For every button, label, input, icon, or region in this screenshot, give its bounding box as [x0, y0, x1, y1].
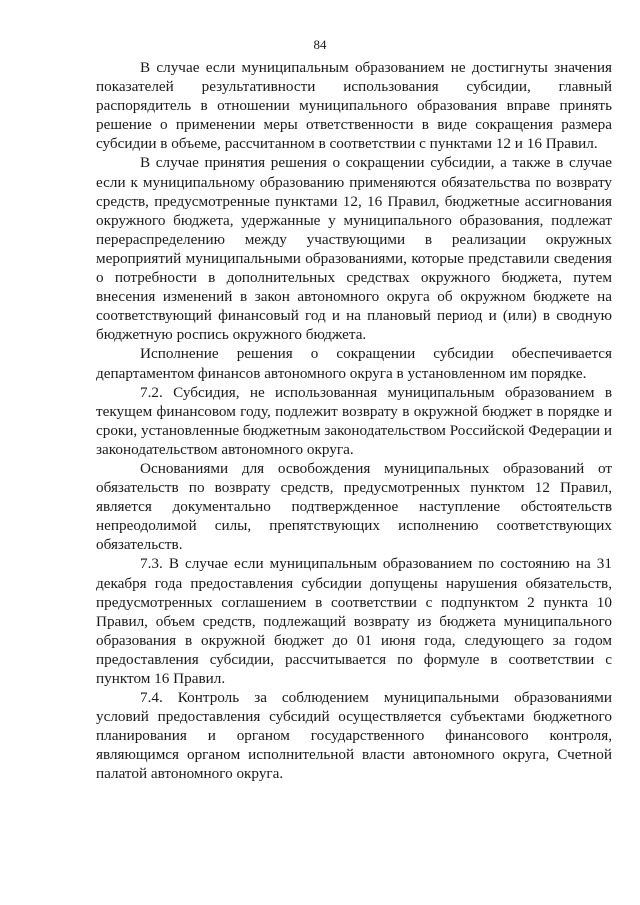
paragraph-execution: Исполнение решения о сокращении субсидии обеспечивается департаментом финансов автономного округа в установленном им порядке.	[96, 345, 612, 382]
paragraph-force-majeure: Основаниями для освобождения муниципальных образований от обязательств по возврату средств, предусмотренных пунктом 12 Правил, является документально подтвержденное наступление обстоятельств непреодолимой силы, препятствующих исполнению соответствующих обязательств.	[96, 459, 612, 554]
document-body	[96, 58, 612, 784]
paragraph-reallocation: В случае принятия решения о сокращении субсидии, а также в случае если к муниципальному образованию применяются обязательства по возврату средств, предусмотренные пунктами 12, 16 Правил, бюджетные ассигнования окружного бюджета, удержанные у муниципального образования, подлежат перераспределению между участвующими в реализации окружных мероприятий муниципальными образованиями, которые представили сведения о потребности в дополнительных средствах окружного бюджета, путем внесения изменений в закон автономного округа об окружном бюджете на соответствующий финансовый год и на плановый период и (или) в сводную бюджетную роспись окружного бюджета.	[96, 154, 612, 344]
paragraph-reduction-measure: В случае если муниципальным образованием не достигнуты значения показателей результативности использования субсидии, главный распорядитель в отношении муниципального образования вправе принять решение о применении меры ответственности в виде сокращения размера субсидии в объеме, рассчитанном в соответствии с пунктами 12 и 16 Правил.	[96, 59, 612, 153]
page-number: 84	[313, 37, 327, 52]
paragraph-7-3: 7.3. В случае если муниципальным образованием по состоянию на 31 декабря года предоставления субсидии допущены нарушения обязательств, предусмотренных соглашением в соответствии с подпунктом 2 пункта 10 Правил, объем средств, подлежащий возврату из бюджета муниципального образования в окружной бюджет до 01 июня года, следующего за годом предоставления субсидии, рассчитывается по формуле в соответствии с пунктом 16 Правил.	[96, 555, 612, 687]
paragraph-7-4: 7.4. Контроль за соблюдением муниципальными образованиями условий предоставления субсидий осуществляется субъектами бюджетного планирования и органом государственного финансового контроля, являющимся органом исполнительной власти автономного округа, Счетной палатой автономного округа.	[96, 689, 612, 783]
paragraph-7-2: 7.2. Субсидия, не использованная муниципальным образованием в текущем финансовом году, подлежит возврату в окружной бюджет в порядке и сроки, установленные бюджетным законодательством Российской Федерации и законодательством автономного округа.	[96, 383, 613, 458]
